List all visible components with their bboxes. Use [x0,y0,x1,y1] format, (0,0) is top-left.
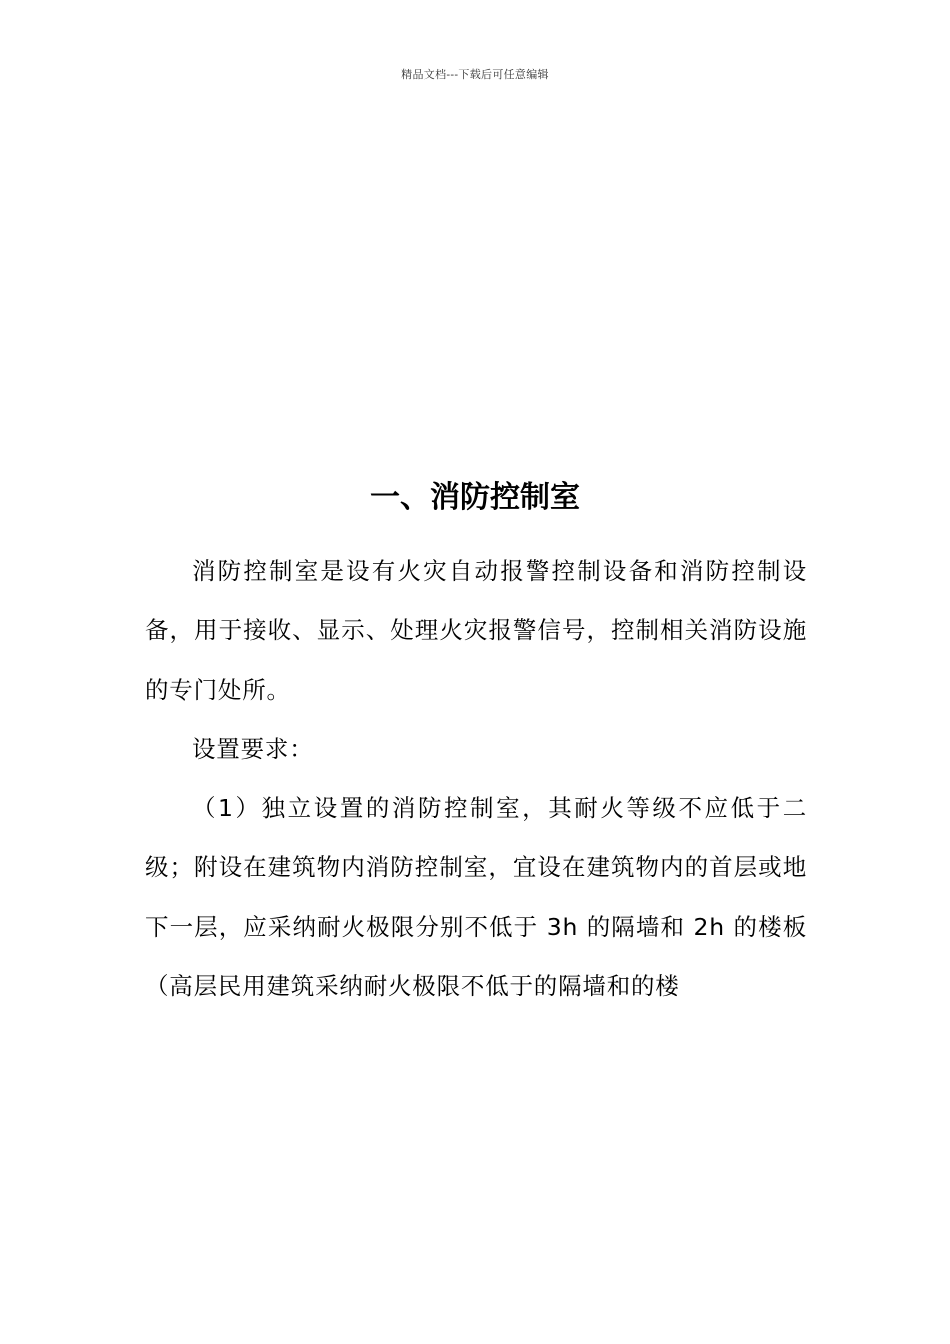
document-body [145,542,807,1016]
paragraph-requirements-heading: 设置要求： [192,734,314,763]
paragraph-definition: 消防控制室是设有火灾自动报警控制设备和消防控制设备，用于接收、显示、处理火灾报警信号，控制相关消防设施的专门处所。 [145,557,807,704]
document-title: 一、消防控制室 [370,480,580,515]
page-header: 精品文档---下载后可任意编辑 [401,68,549,81]
paragraph-requirement-1: （1）独立设置的消防控制室，其耐火等级不应低于二级；附设在建筑物内消防控制室，宜设在建筑物内的首层或地下一层，应采纳耐火极限分别不低于 3h 的隔墙和 2h 的楼板（高层民用建筑采纳耐火极限不低于的隔墙和的楼 [145,794,807,1001]
